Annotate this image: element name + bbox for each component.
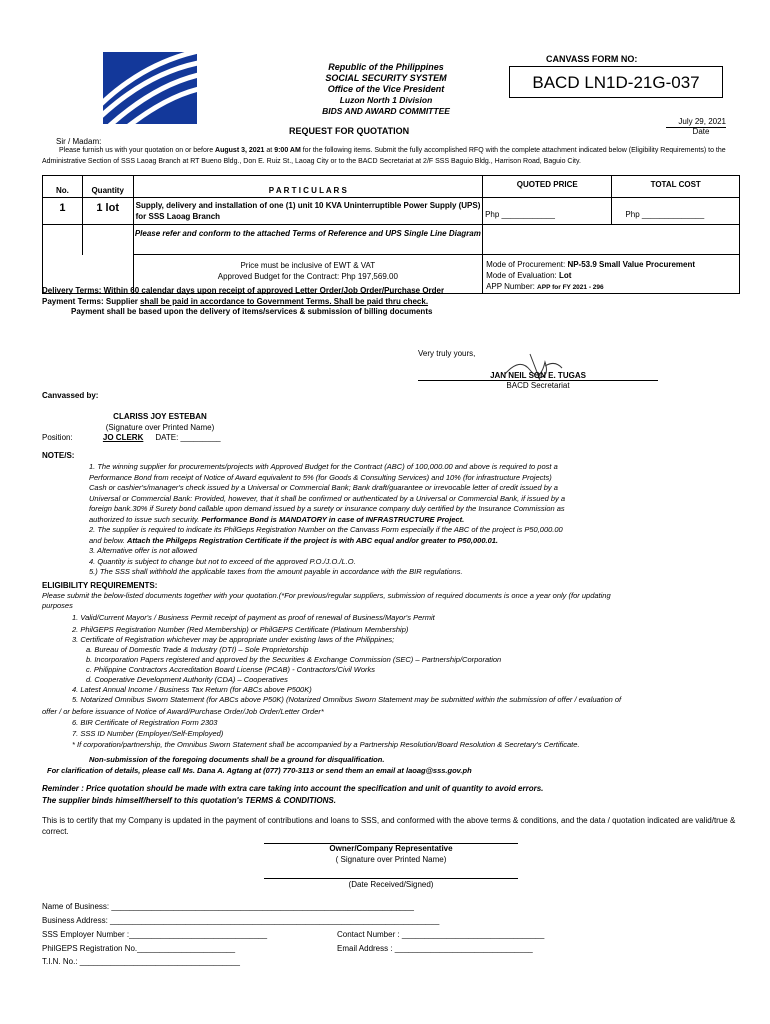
canvasser-name: CLARISS JOY ESTEBAN bbox=[113, 412, 207, 421]
canvass-form-number: BACD LN1D-21G-037 bbox=[509, 66, 723, 98]
philgeps-registration-field[interactable]: PhilGEPS Registration No.______________________ bbox=[42, 944, 236, 953]
notes-label: NOTE/S: bbox=[42, 451, 75, 460]
canvassed-by-label: Canvassed by: bbox=[42, 391, 99, 400]
item-description: Supply, delivery and installation of one (1) unit 10 KVA Uninterruptible Power Supply (UPS) for SSS Laoag Branch bbox=[133, 198, 482, 225]
item-no: 1 bbox=[43, 198, 83, 225]
notes-list: 1. The winning supplier for procurements/projects with Approved Budget for the Contract (ABC) of 100,000.00 and above is required to post a Performance Bond from receipt of Notice of Award equivalent to 5% (for Goods & Consulting Services) and 10% (for infrastructure Projects) Cash or cashier's/manager's check issued by a Universal or Commercial Bank; Bank draft/guarantee or irrevocable letter of credit issued by a Universal or Commercial Bank: Provided, however, that it shall be confirmed or authenticated by a Universal or Commercial Bank, if issued by a foreign bank.30% if Surety bond callable upon demand issued by a surety or insurance company duly certified by the Insurance Commission as authorized to issue such security. Performance Bond is MANDATORY in case of INFRASTRUCTURE Project. 2. The supplier is required to indicate its PhilGeps Registration Number on the Canvass Form especially if the ABC of the project is P50,000.00 and below. Attach the Philgeps Registration Certificate if the project is with ABC equal and/or greater to P50,000.01. 3. Alternative offer is not allowed 4. Quantity is subject to change but not to exceed of the approved P.O./J.O./L.O. 5.) The SSS shall withhold the applicable taxes from the amount payable in accordance with the BIR regulations. bbox=[89, 462, 566, 576]
price-note: Price must be inclusive of EWT & VAT bbox=[240, 261, 376, 270]
quoted-price-cell[interactable]: Php ____________ bbox=[483, 198, 612, 225]
eligibility-label: ELIGIBILITY REQUIREMENTS: bbox=[42, 581, 158, 590]
intro-text-3: for the following items. Submit the fully accomplished RFQ with the complete attachment indicated below (Eligibility Requirements) to the Administrative Section of SSS Laoag Branch at RT Bueno Bldg., Don E. Ruiz St., Laoag City or to the BACD Secretariat at 2/F SSS Baguio Bldg., Harrison Road, Baguio City. bbox=[42, 147, 726, 165]
app-number: APP Number: APP for FY 2021 - 296 bbox=[486, 282, 604, 291]
col-no: No. bbox=[43, 176, 83, 198]
signatory-name: JAN NEIL SON E. TUGAS bbox=[490, 371, 586, 380]
abc-note: Approved Budget for the Contract: Php 197,569.00 bbox=[217, 272, 398, 281]
rep-signature-label: ( Signature over Printed Name) bbox=[335, 855, 447, 864]
signatory-title: BACD Secretariat bbox=[506, 381, 570, 390]
canvass-form-label: CANVASS FORM NO: bbox=[546, 54, 638, 64]
delivery-terms: Delivery Terms: Within 60 calendar days upon receipt of approved Letter Order/Job Order/Purchase Order bbox=[42, 286, 445, 295]
eligibility-list-2: offer / or before issuance of Notice of Award/Purchase Order/Job Order/Letter Order* 6. BIR Certificate of Registration Form 2303 7. SSS ID Number (Employer/Self-Employed) * If corporation/partnership, the Omnibus Sworn Statement shall be accompanied by a Partnership Resolution/Board Resolution & Secretary's Certificate. bbox=[42, 707, 580, 749]
col-quoted-price: QUOTED PRICE bbox=[483, 176, 612, 198]
mode-cell bbox=[483, 255, 740, 294]
date-received-label: (Date Received/Signed) bbox=[348, 880, 434, 889]
org-line-office: Office of the Vice President bbox=[327, 84, 445, 94]
email-address-field[interactable]: Email Address : _______________________________ bbox=[337, 944, 533, 953]
col-particulars: P A R T I C U L A R S bbox=[133, 176, 482, 198]
intro-paragraph bbox=[42, 145, 732, 167]
clarification-note: For clarification of details, please call Ms. Dana A. Agtang at (077) 770-3113 or send them an email at laoag@sss.gov.ph bbox=[47, 766, 472, 775]
payment-terms: Payment Terms: Supplier shall be paid in accordance to Government Terms. Shall be paid thru check. bbox=[42, 297, 429, 306]
sss-employer-number-field[interactable]: SSS Employer Number :_______________________________ bbox=[42, 930, 268, 939]
intro-deadline: August 3, 2021 bbox=[215, 147, 265, 154]
sss-logo-icon bbox=[103, 52, 197, 124]
intro-text-2: at bbox=[264, 147, 275, 154]
business-name-field[interactable]: Name of Business: ____________________________________________________________________ bbox=[42, 902, 414, 911]
org-header bbox=[296, 62, 476, 117]
reminder-line-1: Reminder : Price quotation should be made with extra care taking into account the specification and unit of quantity to avoid errors. bbox=[42, 784, 544, 793]
closing: Very truly yours, bbox=[418, 349, 476, 358]
salutation: Sir / Madam: bbox=[56, 137, 102, 146]
canvasser-sig-label: (Signature over Printed Name) bbox=[105, 423, 215, 432]
total-cost-cell[interactable]: Php ______________ bbox=[612, 198, 740, 225]
org-line-bac: BIDS AND AWARD COMMITTEE bbox=[322, 106, 450, 116]
page-title: REQUEST FOR QUOTATION bbox=[289, 126, 410, 136]
contact-number-field[interactable]: Contact Number : ________________________________ bbox=[337, 930, 545, 939]
col-qty: Quantity bbox=[82, 176, 133, 198]
eligibility-list: 1. Valid/Current Mayor's / Business Permit receipt of payment as proof of renewal of Business/Mayor's Permit 2. PhilGEPS Registration Number (Red Membership) or PhilGEPS Certificate (Platinum Membership) 3. Certificate of Registration whichever may be appropriate under existing laws of the Philippines; a. Bureau of Domestic Trade & Industry (DTI) – Sole Proprietorship b. Incorporation Papers registered and approved by the Securities & Exchange Commission (SEC) – Partnership/Corporation c. Philippine Contractors Accreditation Board License (PCAB) - Contractors/Civil Works d. Cooperative Development Authority (CDA) – Cooperatives 4. Latest Annual Income / Business Tax Return (for ABCs above P500K) 5. Notarized Omnibus Sworn Statement (for ABCs above P50K) (Notarized Omnibus Sworn Statement may be submitted within the submission of offer / evaluation of bbox=[72, 613, 622, 704]
date-label: Date bbox=[692, 127, 710, 136]
intro-text-1: Please furnish us with your quotation on or before bbox=[59, 147, 216, 154]
rep-title: Owner/Company Representative bbox=[329, 844, 453, 853]
business-address-field[interactable]: Business Address: __________________________________________________________________________ bbox=[42, 916, 440, 925]
sss-logo bbox=[103, 52, 197, 124]
eligibility-intro: Please submit the below-listed documents together with your quotation.(*For previous/regular suppliers, submission of required documents is once a year only (for updating purposes bbox=[42, 591, 611, 610]
org-line-sss: SOCIAL SECURITY SYSTEM bbox=[325, 73, 447, 83]
org-line-division: Luzon North 1 Division bbox=[339, 95, 433, 105]
reminder-line-2: The supplier binds himself/herself to this quotation's TERMS & CONDITIONS. bbox=[42, 796, 336, 805]
col-total-cost: TOTAL COST bbox=[612, 176, 740, 198]
refer-note: Please refer and conform to the attached Terms of Reference and UPS Single Line Diagram bbox=[133, 225, 482, 255]
org-line-republic: Republic of the Philippines bbox=[328, 62, 444, 72]
intro-time: 9:00 AM bbox=[274, 147, 301, 154]
quotation-table bbox=[42, 175, 740, 294]
mode-evaluation: Mode of Evaluation: Lot bbox=[486, 271, 572, 280]
mode-procurement: Mode of Procurement: NP-53.9 Small Value Procurement bbox=[486, 260, 696, 269]
disqualification-note: Non-submission of the foregoing documents shall be a ground for disqualification. bbox=[89, 755, 385, 764]
item-qty: 1 lot bbox=[82, 198, 133, 225]
canvasser-position: Position: JO CLERK DATE: _________ bbox=[42, 433, 221, 442]
certification-text: This is to certify that my Company is updated in the payment of contributions and loans to SSS, and conformed with the above terms & conditions, and the data / quotation indicated are valid/true & correct. bbox=[42, 816, 736, 836]
payment-basis: Payment shall be based upon the delivery of items/services & submission of billing documents bbox=[71, 307, 433, 316]
tin-field[interactable]: T.I.N. No.: ____________________________________ bbox=[42, 957, 240, 966]
date-value: July 29, 2021 bbox=[678, 117, 726, 126]
